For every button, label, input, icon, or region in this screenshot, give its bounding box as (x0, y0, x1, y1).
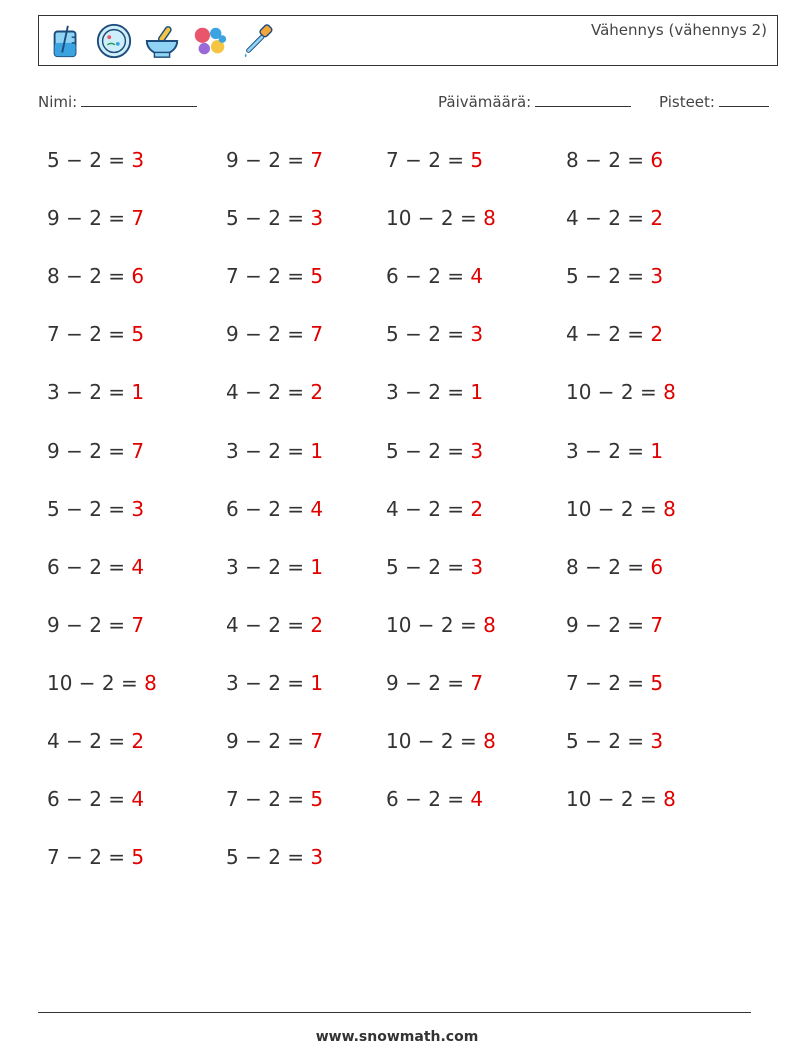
problem-answer: 8 (483, 729, 496, 753)
problem-answer: 1 (310, 438, 324, 463)
date-field (438, 92, 631, 111)
problem-question: 7 − 2 = (47, 845, 132, 870)
dropper-icon (239, 22, 277, 60)
problem-answer: 7 (470, 670, 484, 695)
problem-question: 3 − 2 = (566, 438, 651, 463)
problem-item (226, 555, 323, 579)
problem-answer: 5 (310, 264, 324, 289)
date-label: Päivämäärä: (438, 93, 532, 111)
problem-question: 9 − 2 = (566, 612, 651, 637)
problem-question: 6 − 2 = (47, 554, 132, 579)
problem-answer: 7 (131, 612, 145, 637)
problem-question: 8 − 2 = (566, 148, 651, 172)
problem-answer: 2 (650, 206, 664, 231)
problem-answer: 3 (470, 554, 484, 579)
problem-answer: 7 (650, 612, 664, 637)
problem-answer: 1 (650, 438, 664, 463)
worksheet-title: Vähennys (vähennys 2) (590, 21, 767, 39)
problem-question: 6 − 2 = (226, 496, 311, 521)
problem-item (386, 206, 496, 230)
problem-answer: 1 (310, 554, 324, 579)
problem-answer: 1 (310, 670, 324, 695)
problem-item (226, 439, 323, 463)
problem-item (226, 787, 323, 811)
problem-item (566, 206, 663, 230)
problem-item (566, 439, 663, 463)
problem-answer: 7 (131, 206, 145, 231)
problem-question: 5 − 2 = (386, 438, 471, 463)
problem-item (47, 729, 144, 753)
problem-question: 7 − 2 = (226, 264, 311, 289)
problem-question: 10 − 2 = (386, 729, 484, 753)
problem-question: 9 − 2 = (47, 206, 132, 231)
problem-answer: 4 (131, 554, 145, 579)
problem-answer: 8 (663, 496, 676, 521)
problem-question: 10 − 2 = (386, 206, 484, 231)
problem-question: 7 − 2 = (47, 322, 132, 347)
problem-item (566, 380, 676, 404)
problem-answer: 3 (470, 322, 484, 347)
problem-question: 4 − 2 = (226, 380, 311, 405)
problem-question: 3 − 2 = (386, 380, 471, 405)
problem-item (386, 671, 483, 695)
problem-item (47, 845, 144, 869)
problem-item (386, 148, 483, 172)
problem-question: 5 − 2 = (47, 148, 132, 172)
problem-answer: 6 (650, 554, 664, 579)
problem-answer: 8 (144, 670, 157, 695)
problem-answer: 3 (310, 845, 324, 870)
petri-dish-icon (95, 22, 133, 60)
problem-answer: 4 (310, 496, 324, 521)
problem-answer: 2 (131, 729, 145, 753)
problem-question: 7 − 2 = (566, 670, 651, 695)
problem-question: 5 − 2 = (226, 206, 311, 231)
problem-question: 9 − 2 = (226, 729, 311, 753)
problem-answer: 8 (483, 612, 496, 637)
problem-item (226, 322, 323, 346)
problem-answer: 5 (470, 148, 484, 172)
problem-item (386, 322, 483, 346)
problem-item (226, 613, 323, 637)
problem-item (47, 264, 144, 288)
problem-answer: 7 (310, 729, 324, 753)
problem-question: 4 − 2 = (566, 322, 651, 347)
problem-answer: 1 (470, 380, 484, 405)
score-label: Pisteet: (659, 93, 715, 111)
problem-item (386, 380, 483, 404)
problem-question: 9 − 2 = (386, 670, 471, 695)
problem-item (386, 613, 496, 637)
problem-item (226, 497, 323, 521)
problem-question: 7 − 2 = (386, 148, 471, 172)
problem-answer: 6 (650, 148, 664, 172)
problem-item (226, 148, 323, 172)
problem-answer: 2 (470, 496, 484, 521)
problem-question: 10 − 2 = (566, 787, 664, 812)
problem-item (47, 148, 144, 172)
problem-item (566, 787, 676, 811)
problem-answer: 2 (310, 380, 324, 405)
problem-question: 5 − 2 = (386, 322, 471, 347)
problem-question: 5 − 2 = (226, 845, 311, 870)
problem-answer: 8 (663, 787, 676, 812)
problem-question: 5 − 2 = (566, 264, 651, 289)
problem-item (226, 845, 323, 869)
problem-item (566, 729, 663, 753)
problem-question: 8 − 2 = (566, 554, 651, 579)
problem-item (226, 729, 323, 753)
problem-question: 8 − 2 = (47, 264, 132, 289)
problem-answer: 5 (650, 670, 664, 695)
problem-question: 3 − 2 = (47, 380, 132, 405)
date-line[interactable] (535, 92, 631, 107)
problem-answer: 3 (470, 438, 484, 463)
problem-answer: 3 (310, 206, 324, 231)
mortar-pestle-icon (143, 22, 181, 60)
name-line[interactable] (81, 92, 197, 107)
problem-question: 10 − 2 = (566, 380, 664, 405)
problem-question: 4 − 2 = (226, 612, 311, 637)
problem-item (566, 148, 663, 172)
problem-answer: 7 (310, 322, 324, 347)
problem-answer: 8 (483, 206, 496, 231)
problem-question: 9 − 2 = (47, 612, 132, 637)
problem-item (47, 322, 144, 346)
problem-question: 4 − 2 = (386, 496, 471, 521)
problem-question: 10 − 2 = (566, 496, 664, 521)
problem-question: 4 − 2 = (566, 206, 651, 231)
problem-answer: 4 (131, 787, 145, 812)
problem-item (566, 497, 676, 521)
problem-item (226, 671, 323, 695)
problem-question: 10 − 2 = (386, 612, 484, 637)
problem-item (386, 729, 496, 753)
problem-item (386, 787, 483, 811)
problem-question: 6 − 2 = (386, 787, 471, 812)
problem-answer: 3 (131, 148, 145, 172)
problem-answer: 8 (663, 380, 676, 405)
problem-item (47, 671, 157, 695)
problem-item (566, 264, 663, 288)
problem-question: 3 − 2 = (226, 670, 311, 695)
score-field (659, 92, 769, 111)
problem-answer: 7 (131, 438, 145, 463)
problem-answer: 7 (310, 148, 324, 172)
problem-question: 6 − 2 = (47, 787, 132, 812)
problem-answer: 1 (131, 380, 145, 405)
icon-strip (47, 22, 277, 62)
problem-answer: 6 (131, 264, 145, 289)
problem-answer: 5 (310, 787, 324, 812)
problem-question: 10 − 2 = (47, 670, 145, 695)
problem-answer: 4 (470, 787, 484, 812)
problem-answer: 3 (650, 729, 664, 753)
problem-answer: 3 (131, 496, 145, 521)
problem-question: 5 − 2 = (386, 554, 471, 579)
problem-answer: 4 (470, 264, 484, 289)
footer-url: www.snowmath.com (315, 1029, 479, 1045)
problem-question: 3 − 2 = (226, 438, 311, 463)
problem-item (566, 671, 663, 695)
problem-item (386, 439, 483, 463)
problem-item (566, 613, 663, 637)
problem-item (386, 497, 483, 521)
problem-item (47, 555, 144, 579)
problem-item (386, 555, 483, 579)
problem-answer: 2 (310, 612, 324, 637)
problem-item (47, 439, 144, 463)
problem-question: 4 − 2 = (47, 729, 132, 753)
problem-item (566, 322, 663, 346)
problem-question: 7 − 2 = (226, 787, 311, 812)
problem-question: 5 − 2 = (47, 496, 132, 521)
problem-item (47, 206, 144, 230)
problem-item (226, 264, 323, 288)
problem-answer: 3 (650, 264, 664, 289)
problem-question: 6 − 2 = (386, 264, 471, 289)
header-box (38, 15, 778, 66)
beaker-icon (47, 22, 85, 60)
problem-item (47, 497, 144, 521)
problem-question: 9 − 2 = (226, 322, 311, 347)
problem-item (386, 264, 483, 288)
problem-question: 9 − 2 = (47, 438, 132, 463)
problem-item (47, 613, 144, 637)
problem-item (566, 555, 663, 579)
problem-question: 5 − 2 = (566, 729, 651, 753)
name-label: Nimi: (38, 93, 78, 111)
problem-answer: 2 (650, 322, 664, 347)
molecule-icon (191, 22, 229, 60)
problem-item (47, 787, 144, 811)
problem-item (226, 206, 323, 230)
name-field (38, 92, 197, 111)
problem-answer: 5 (131, 322, 145, 347)
footer-divider (38, 1012, 751, 1013)
problem-question: 3 − 2 = (226, 554, 311, 579)
problem-item (226, 380, 323, 404)
score-line[interactable] (719, 92, 769, 107)
problem-question: 9 − 2 = (226, 148, 311, 172)
problem-item (47, 380, 144, 404)
problem-answer: 5 (131, 845, 145, 870)
